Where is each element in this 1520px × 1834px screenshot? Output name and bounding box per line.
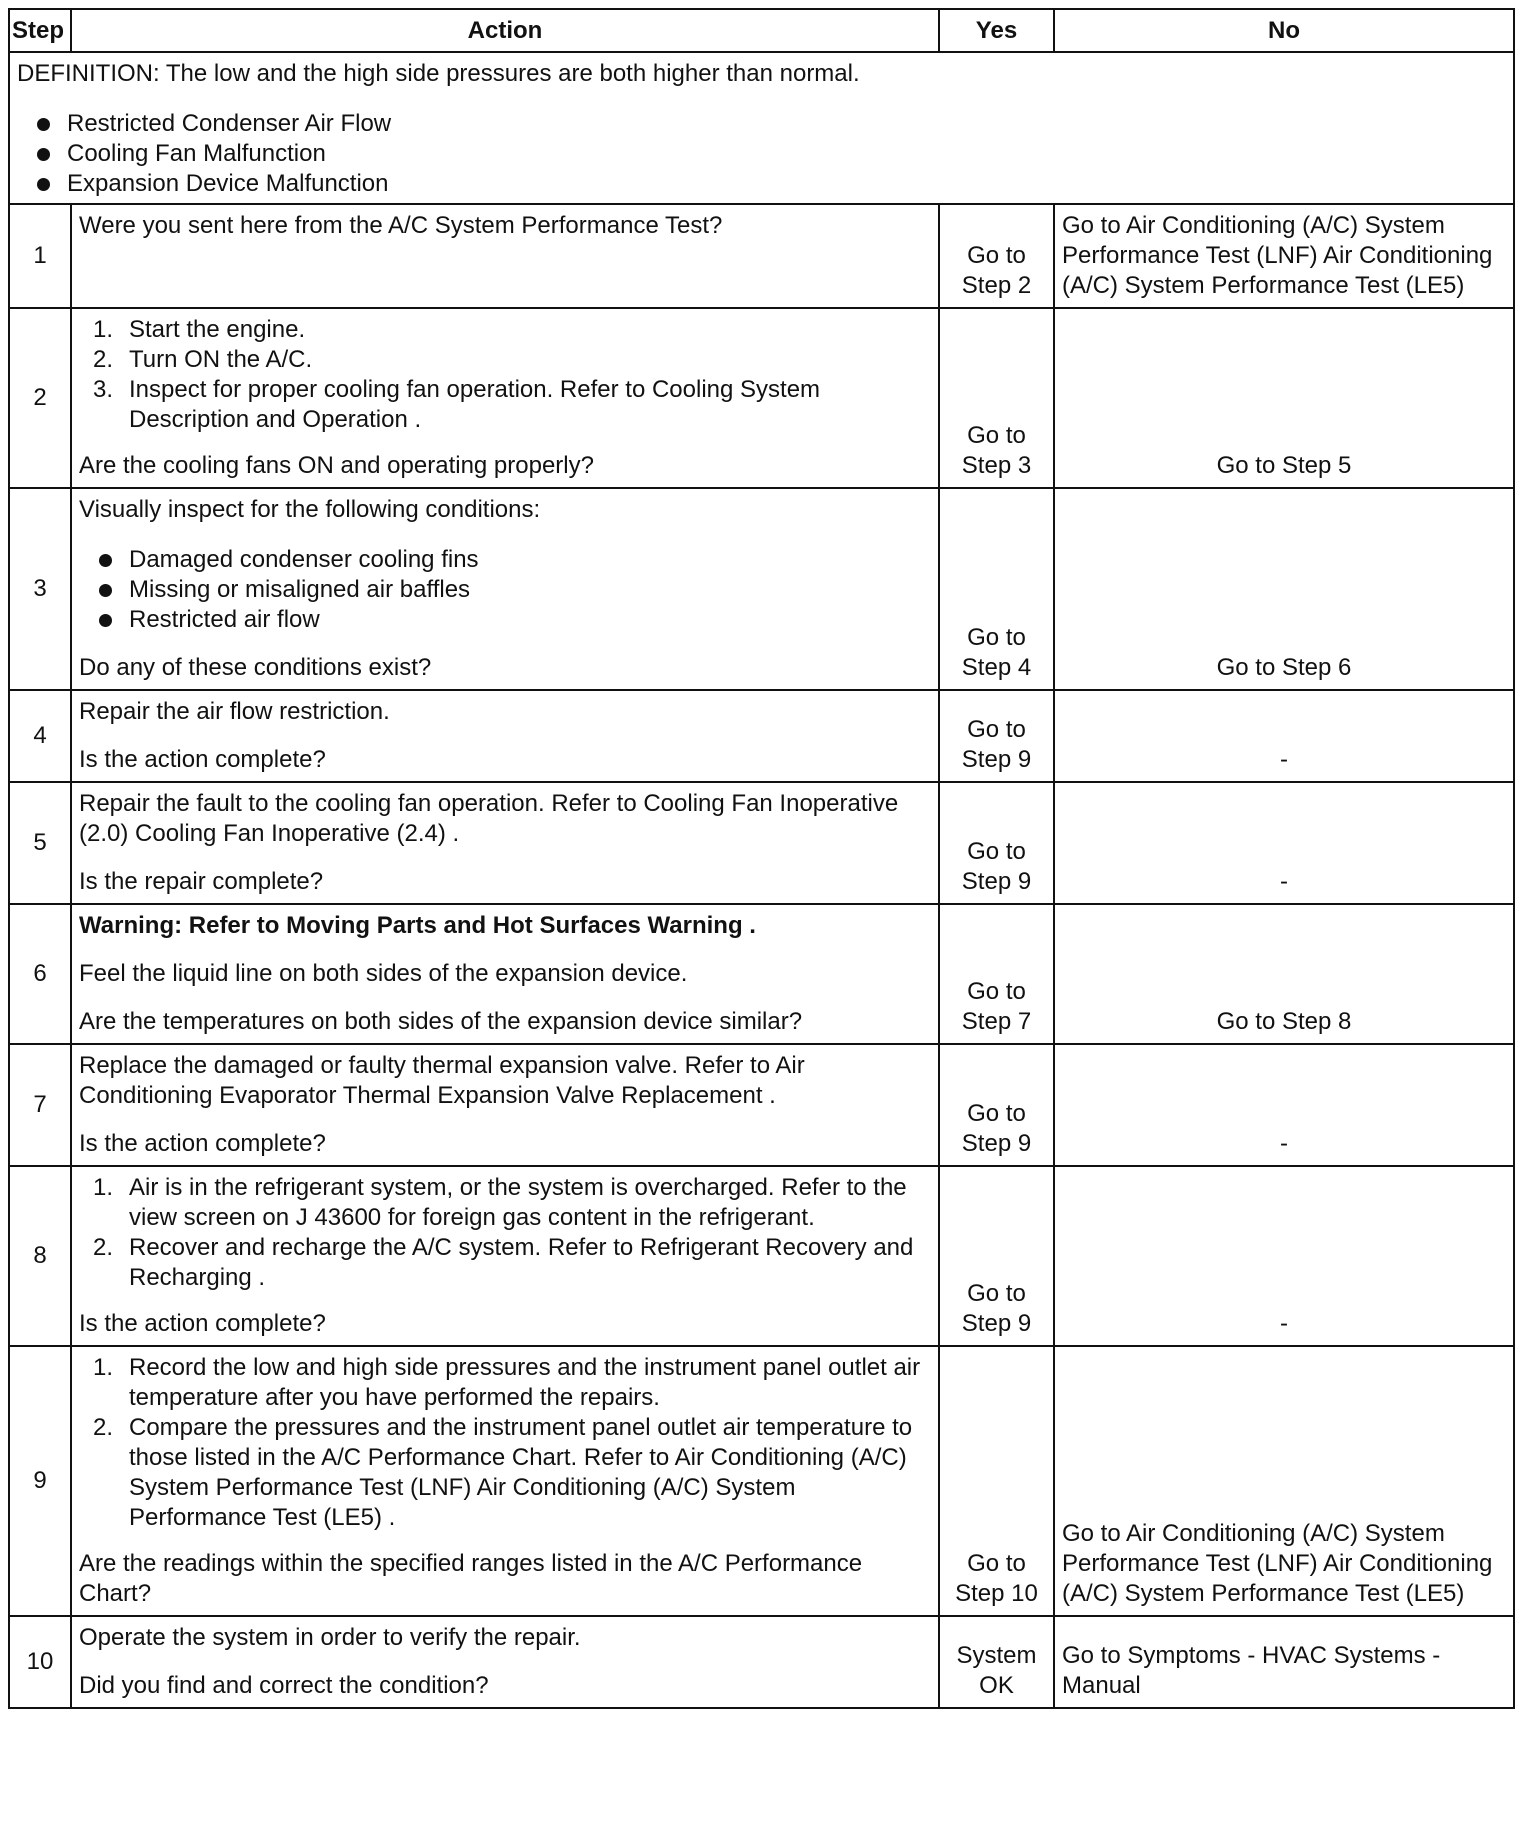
header-row bbox=[9, 9, 1514, 52]
yes-cell bbox=[939, 782, 1054, 904]
table-row bbox=[9, 690, 1514, 782]
yes-line: System bbox=[956, 1642, 1037, 1669]
yes-line: Go to bbox=[967, 1280, 1026, 1307]
no-cell: - bbox=[1054, 690, 1514, 782]
no-cell: - bbox=[1054, 1166, 1514, 1346]
list-item: 3. Inspect for proper cooling fan operation. Refer to Cooling System Description and Operation . bbox=[93, 376, 821, 433]
definition-list bbox=[17, 109, 1506, 199]
numbered-list bbox=[79, 315, 931, 435]
yes-line: Step 9 bbox=[961, 746, 1032, 773]
table-row bbox=[9, 1166, 1514, 1346]
action-cell bbox=[71, 1044, 939, 1166]
yes-line: Step 9 bbox=[961, 1130, 1032, 1157]
question-text: Do any of these conditions exist? bbox=[79, 654, 432, 681]
list-item: Damaged condenser cooling fins bbox=[79, 545, 931, 575]
no-cell: Go to Symptoms - HVAC Systems - Manual bbox=[1054, 1616, 1514, 1708]
header-yes: Yes bbox=[939, 9, 1054, 52]
yes-line: Step 9 bbox=[961, 868, 1032, 895]
table-row bbox=[9, 904, 1514, 1044]
step-number: 5 bbox=[9, 782, 71, 904]
table-row bbox=[9, 782, 1514, 904]
yes-line: Go to bbox=[967, 624, 1026, 651]
list-item: 2. Recover and recharge the A/C system. Refer to Refrigerant Recovery and Recharging . bbox=[93, 1234, 914, 1291]
yes-line: Step 7 bbox=[961, 1008, 1032, 1035]
header-no: No bbox=[1054, 9, 1514, 52]
step-number: 1 bbox=[9, 204, 71, 308]
list-item: 2. Compare the pressures and the instrument panel outlet air temperature to those listed in the A/C Performance Chart. Refer to Air Conditioning (A/C) System Performance Test (LNF) Air Conditioning (A/C) System Performance Test (LE5) . bbox=[93, 1414, 913, 1531]
question-text: Were you sent here from the A/C System Performance Test? bbox=[79, 212, 723, 239]
definition-row bbox=[9, 52, 1514, 204]
action-cell bbox=[71, 1346, 939, 1616]
yes-line: Step 10 bbox=[955, 1580, 1038, 1607]
header-action: Action bbox=[71, 9, 939, 52]
yes-line: Go to bbox=[967, 716, 1026, 743]
yes-cell bbox=[939, 488, 1054, 690]
table-row bbox=[9, 1616, 1514, 1708]
intro-text: Replace the damaged or faulty thermal expansion valve. Refer to Air Conditioning Evaporator Thermal Expansion Valve Replacement . bbox=[79, 1052, 805, 1109]
yes-line: Step 3 bbox=[961, 452, 1032, 479]
yes-line: Step 4 bbox=[961, 654, 1032, 681]
action-cell bbox=[71, 782, 939, 904]
yes-cell bbox=[939, 904, 1054, 1044]
question-text: Is the action complete? bbox=[79, 1130, 326, 1157]
no-cell: Go to Air Conditioning (A/C) System Performance Test (LNF) Air Conditioning (A/C) System Performance Test (LE5) bbox=[1054, 1346, 1514, 1616]
question-text: Is the action complete? bbox=[79, 1310, 326, 1337]
step-number: 4 bbox=[9, 690, 71, 782]
no-cell: Go to Step 6 bbox=[1054, 488, 1514, 690]
list-item: Restricted Condenser Air Flow bbox=[17, 109, 1506, 139]
yes-line: Go to bbox=[967, 838, 1026, 865]
step-number: 6 bbox=[9, 904, 71, 1044]
action-cell bbox=[71, 204, 939, 308]
numbered-list bbox=[79, 1353, 931, 1533]
step-number: 9 bbox=[9, 1346, 71, 1616]
question-text: Did you find and correct the condition? bbox=[79, 1672, 489, 1699]
definition-text: DEFINITION: The low and the high side pressures are both higher than normal. bbox=[17, 60, 860, 87]
yes-line: Go to bbox=[967, 978, 1026, 1005]
yes-cell bbox=[939, 1346, 1054, 1616]
no-cell: Go to Step 8 bbox=[1054, 904, 1514, 1044]
yes-cell bbox=[939, 690, 1054, 782]
table-row bbox=[9, 308, 1514, 488]
question-text: Is the repair complete? bbox=[79, 868, 324, 895]
table-row bbox=[9, 488, 1514, 690]
table-row bbox=[9, 1346, 1514, 1616]
no-cell: Go to Step 5 bbox=[1054, 308, 1514, 488]
action-cell bbox=[71, 488, 939, 690]
yes-cell bbox=[939, 1166, 1054, 1346]
yes-cell bbox=[939, 1044, 1054, 1166]
step-number: 10 bbox=[9, 1616, 71, 1708]
intro-text: Repair the fault to the cooling fan operation. Refer to Cooling Fan Inoperative (2.0) Cooling Fan Inoperative (2.4) . bbox=[79, 790, 899, 847]
list-item: 2. Turn ON the A/C. bbox=[93, 346, 313, 373]
diagnostic-table bbox=[8, 8, 1515, 1709]
list-item: Missing or misaligned air baffles bbox=[79, 575, 931, 605]
yes-line: Step 2 bbox=[961, 272, 1032, 299]
intro-text: Feel the liquid line on both sides of the expansion device. bbox=[79, 960, 688, 987]
list-item: 1. Record the low and high side pressures and the instrument panel outlet air temperature after you have performed the repairs. bbox=[93, 1354, 921, 1411]
list-item: Restricted air flow bbox=[79, 605, 931, 635]
yes-line: Go to bbox=[967, 242, 1026, 269]
list-item: Expansion Device Malfunction bbox=[17, 169, 1506, 199]
list-item: Cooling Fan Malfunction bbox=[17, 139, 1506, 169]
list-item: 1. Air is in the refrigerant system, or the system is overcharged. Refer to the view screen on J 43600 for foreign gas content in the refrigerant. bbox=[93, 1174, 907, 1231]
step-number: 3 bbox=[9, 488, 71, 690]
yes-line: Go to bbox=[967, 1550, 1026, 1577]
definition-cell bbox=[9, 52, 1514, 204]
step-number: 8 bbox=[9, 1166, 71, 1346]
yes-cell bbox=[939, 1616, 1054, 1708]
yes-line: OK bbox=[979, 1672, 1014, 1699]
no-cell: - bbox=[1054, 782, 1514, 904]
question-text: Are the cooling fans ON and operating properly? bbox=[79, 452, 594, 479]
action-cell bbox=[71, 690, 939, 782]
no-cell: - bbox=[1054, 1044, 1514, 1166]
numbered-list bbox=[79, 1173, 931, 1293]
question-text: Are the readings within the specified ranges listed in the A/C Performance Chart? bbox=[79, 1550, 863, 1607]
action-cell bbox=[71, 904, 939, 1044]
step-number: 2 bbox=[9, 308, 71, 488]
intro-text: Visually inspect for the following conditions: bbox=[79, 496, 541, 523]
yes-cell bbox=[939, 308, 1054, 488]
question-text: Are the temperatures on both sides of the expansion device similar? bbox=[79, 1008, 803, 1035]
intro-text: Operate the system in order to verify the repair. bbox=[79, 1624, 581, 1651]
action-cell bbox=[71, 1166, 939, 1346]
list-item: 1. Start the engine. bbox=[93, 316, 306, 343]
question-text: Is the action complete? bbox=[79, 746, 326, 773]
bullet-list bbox=[79, 545, 931, 635]
yes-line: Go to bbox=[967, 1100, 1026, 1127]
action-cell bbox=[71, 1616, 939, 1708]
warning-text: Warning: Refer to Moving Parts and Hot Surfaces Warning . bbox=[79, 912, 756, 939]
action-cell bbox=[71, 308, 939, 488]
no-cell: Go to Air Conditioning (A/C) System Performance Test (LNF) Air Conditioning (A/C) System Performance Test (LE5) bbox=[1054, 204, 1514, 308]
header-step: Step bbox=[9, 9, 71, 52]
table-row bbox=[9, 1044, 1514, 1166]
intro-text: Repair the air flow restriction. bbox=[79, 698, 390, 725]
table-row bbox=[9, 204, 1514, 308]
yes-cell bbox=[939, 204, 1054, 308]
yes-line: Go to bbox=[967, 422, 1026, 449]
yes-line: Step 9 bbox=[961, 1310, 1032, 1337]
step-number: 7 bbox=[9, 1044, 71, 1166]
